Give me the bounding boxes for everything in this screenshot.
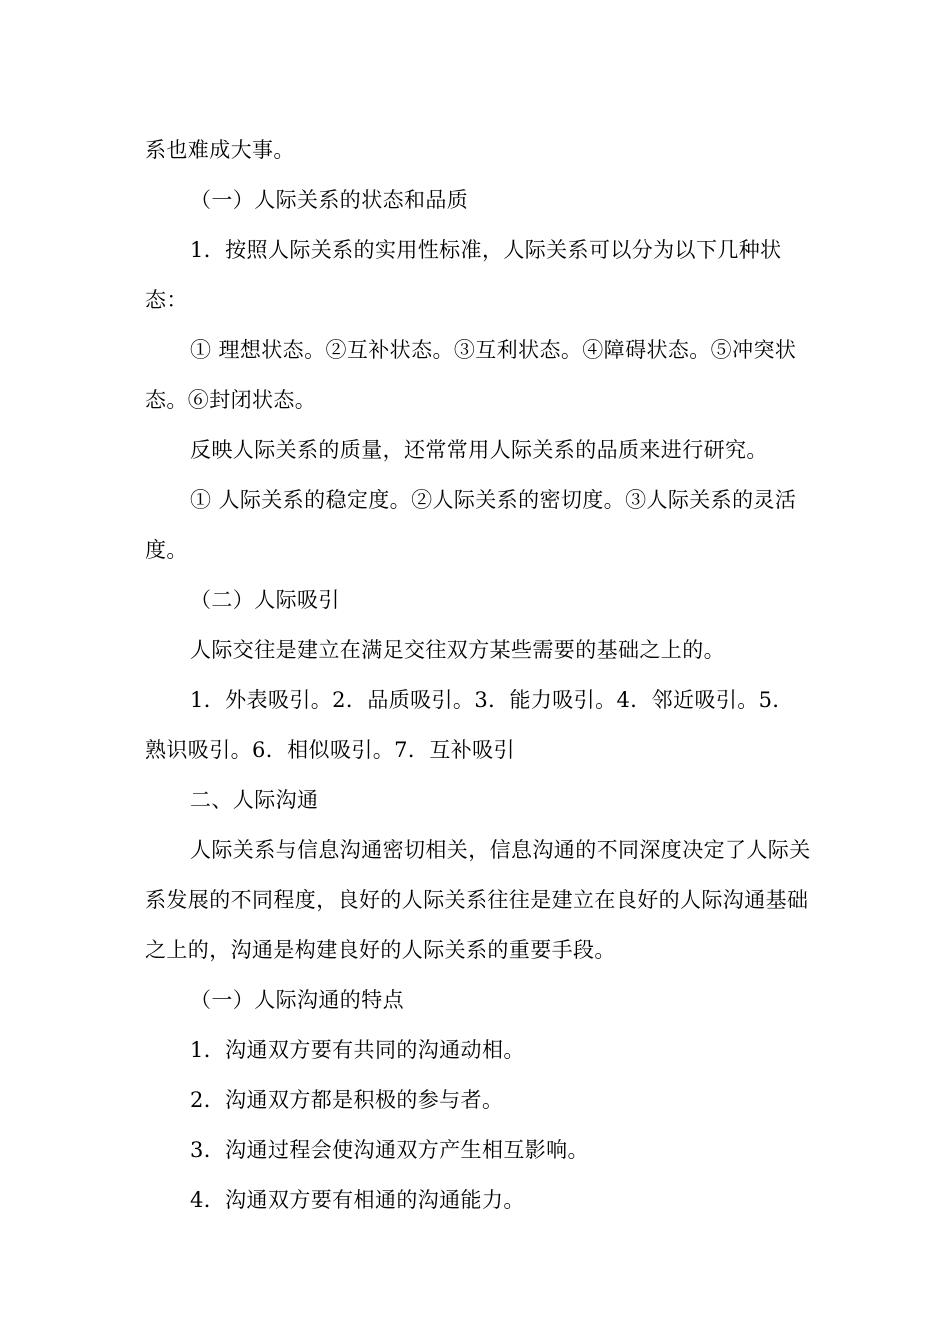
paragraph-quality-research: 反映人际关系的质量，还常常用人际关系的品质来进行研究。: [190, 438, 768, 462]
paragraph-attraction-types: 1．外表吸引。2．品质吸引。3．能力吸引。4．邻近吸引。5．熟识吸引。6．相似吸引。7．互补吸引: [145, 688, 794, 762]
section-heading-communication-features: （一）人际沟通的特点: [190, 988, 404, 1012]
paragraph-attraction-basis: 人际交往是建立在满足交往双方某些需要的基础之上的。: [190, 638, 725, 662]
paragraph-relationship-states: ① 理想状态。②互补状态。③互利状态。④障碍状态。⑤冲突状态。⑥封闭状态。: [145, 338, 797, 412]
document-body: [145, 125, 813, 1225]
list-item-feature-4: 4．沟通双方要有相通的沟通能力。: [190, 1188, 525, 1212]
paragraph-quality-list: ① 人际关系的稳定度。②人际关系的密切度。③人际关系的灵活度。: [145, 488, 797, 562]
list-item-feature-2: 2．沟通双方都是积极的参与者。: [190, 1088, 504, 1112]
paragraph-continuation: 系也难成大事。: [145, 138, 295, 162]
paragraph-practical-standard: 1．按照人际关系的实用性标准，人际关系可以分为以下几种状态：: [145, 238, 782, 312]
list-item-feature-1: 1．沟通双方要有共同的沟通动相。: [190, 1038, 525, 1062]
list-item-feature-3: 3．沟通过程会使沟通双方产生相互影响。: [190, 1138, 589, 1162]
section-heading-communication: 二、人际沟通: [190, 788, 319, 812]
paragraph-communication-intro: 人际关系与信息沟通密切相关，信息沟通的不同深度决定了人际关系发展的不同程度，良好的人际关系往往是建立在良好的人际沟通基础之上的，沟通是构建良好的人际关系的重要手段。: [145, 838, 811, 962]
section-heading-state-quality: （一）人际关系的状态和品质: [190, 188, 469, 212]
section-heading-attraction: （二）人际吸引: [190, 588, 340, 612]
